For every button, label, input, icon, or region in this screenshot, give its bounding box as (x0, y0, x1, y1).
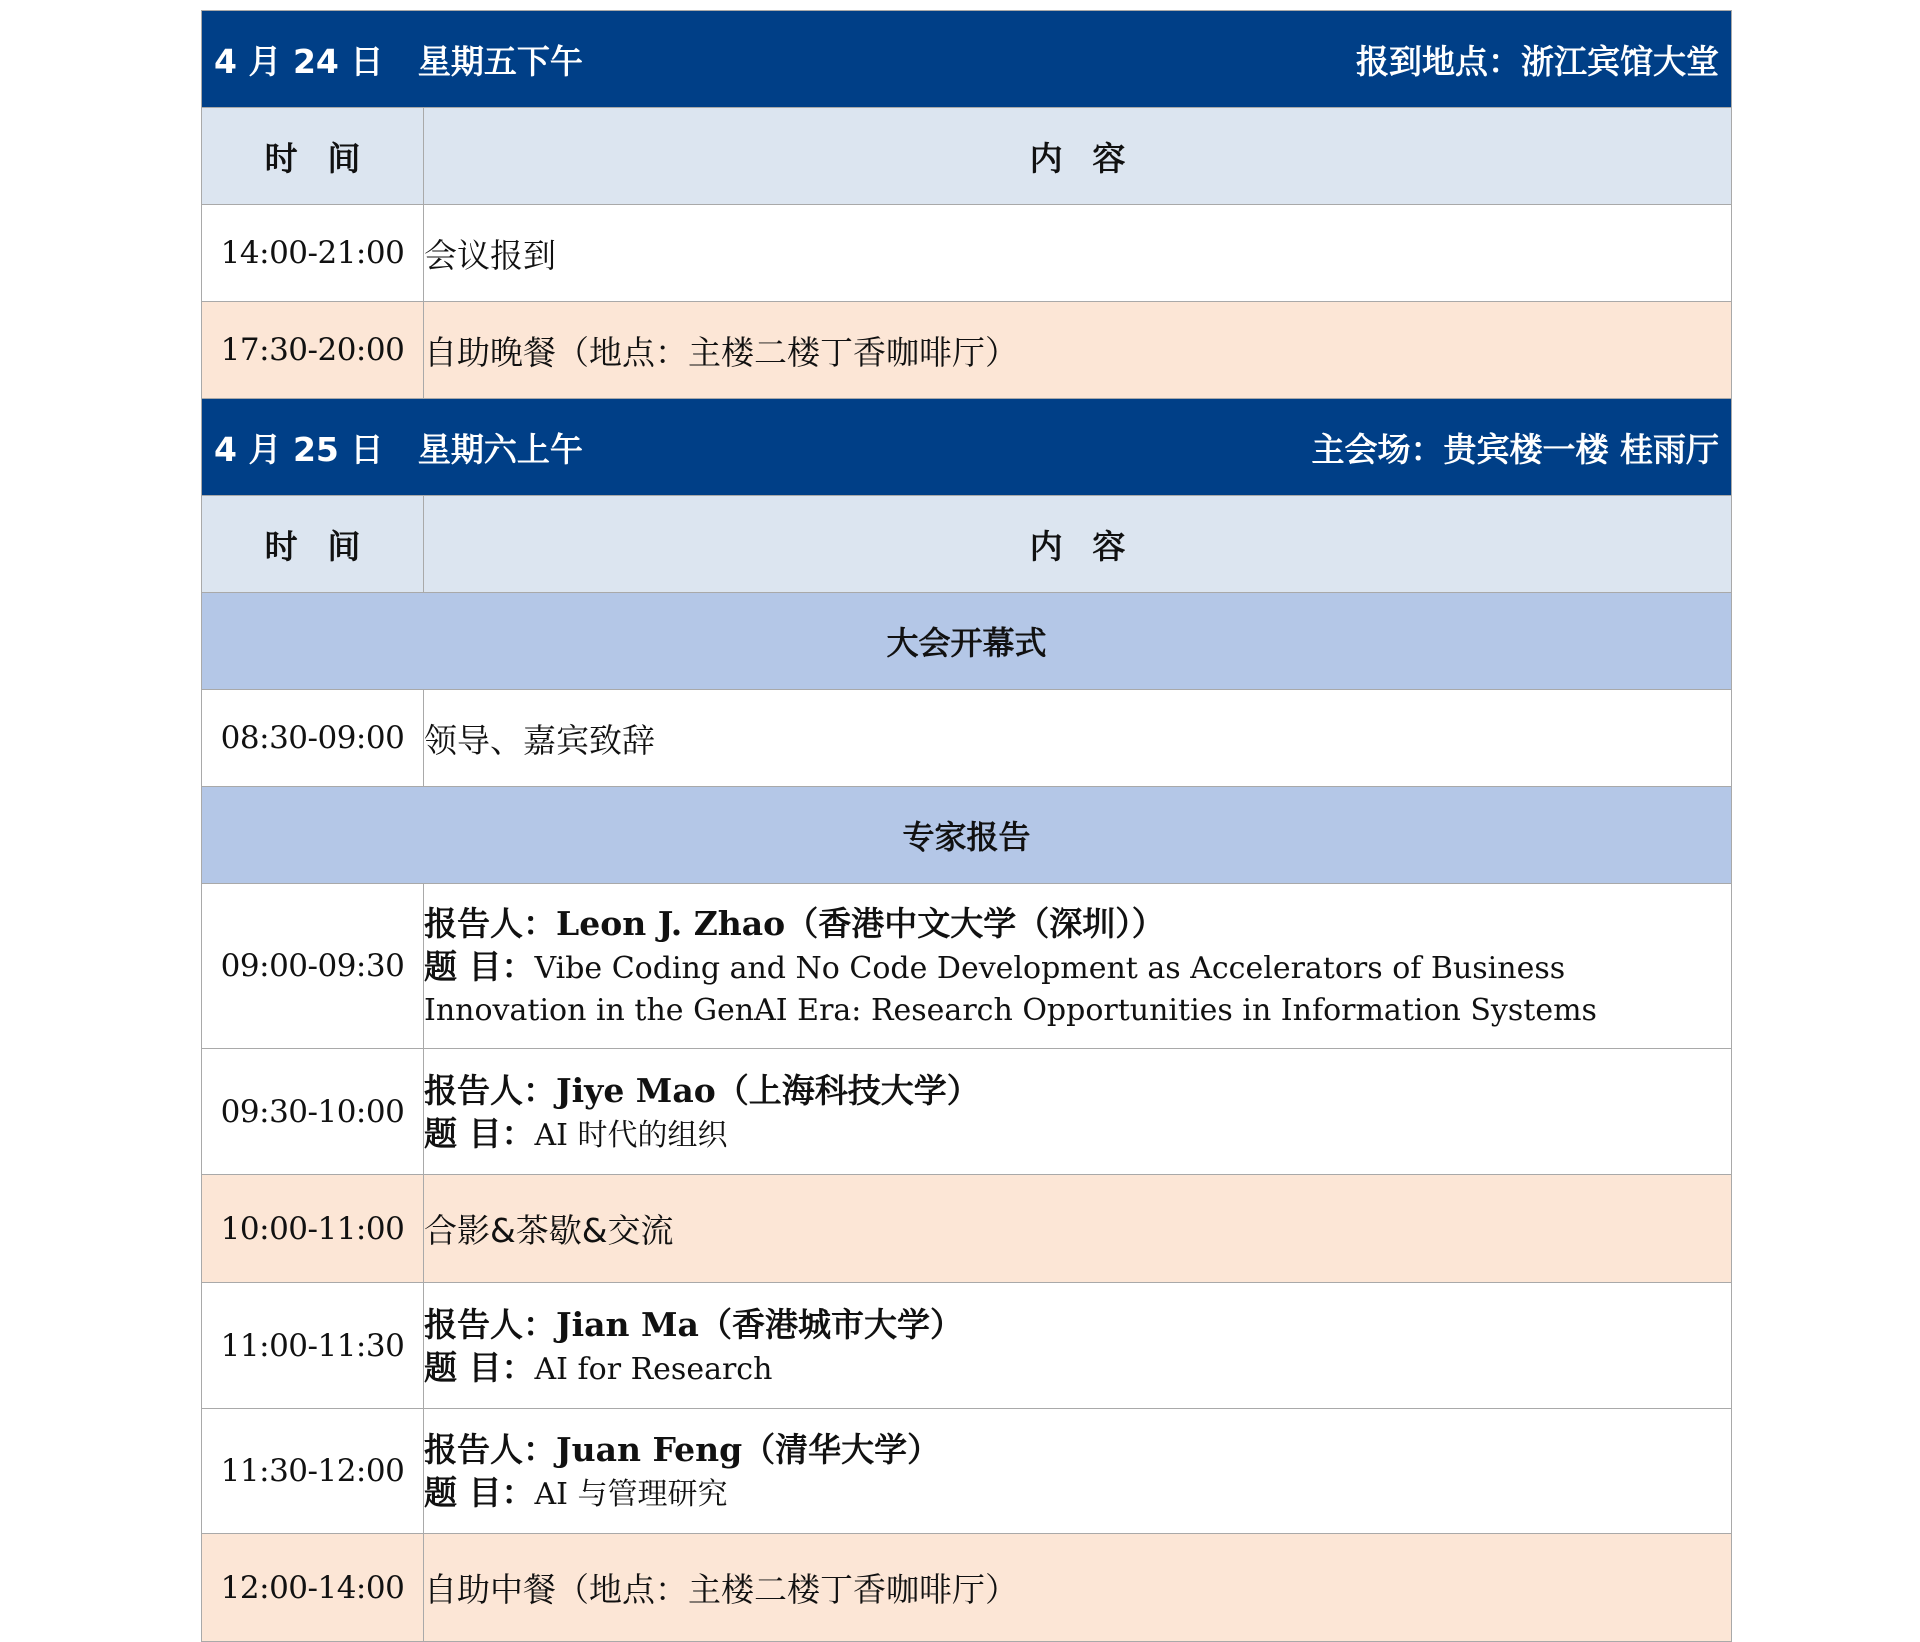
schedule-row (202, 1534, 1732, 1642)
row-time: 08:30-09:00 (202, 690, 424, 787)
row-time: 09:30-10:00 (202, 1049, 424, 1175)
speaker-name: Jiye Mao (556, 1070, 716, 1110)
day-location: 主会场：贵宾楼一楼 桂雨厅 (1311, 429, 1720, 469)
talk-content (424, 1283, 1732, 1409)
row-content: 自助晚餐（地点：主楼二楼丁香咖啡厅） (424, 302, 1732, 399)
schedule-row (202, 302, 1732, 399)
speaker-label: 报告人： (424, 1430, 556, 1470)
speaker-org: （香港城市大学） (698, 1304, 963, 1344)
schedule-row (202, 205, 1732, 302)
talk-content (424, 1409, 1732, 1534)
row-time: 14:00-21:00 (202, 205, 424, 302)
speaker-org: （上海科技大学） (715, 1070, 980, 1110)
section-title: 专家报告 (202, 787, 1732, 884)
talk-row (202, 884, 1732, 1049)
talk-speaker-line (424, 903, 1731, 946)
schedule-table (201, 10, 1732, 1642)
talk-row (202, 1049, 1732, 1175)
title-label: 题 目： (424, 1113, 535, 1153)
section-title: 大会开幕式 (202, 593, 1732, 690)
talk-title-line (424, 1113, 1731, 1156)
column-header-content: 内容 (424, 108, 1732, 205)
row-time: 10:00-11:00 (202, 1175, 424, 1283)
day-weekday: 星期五下午 (417, 41, 583, 81)
schedule-row (202, 690, 1732, 787)
row-time: 17:30-20:00 (202, 302, 424, 399)
talk-title-line (424, 946, 1731, 1032)
talk-title-line (424, 1472, 1731, 1515)
talk-content (424, 1049, 1732, 1175)
speaker-name: Jian Ma (556, 1304, 699, 1344)
column-header-time: 时间 (202, 108, 424, 205)
schedule-row (202, 1175, 1732, 1283)
speaker-org: （清华大学） (742, 1430, 941, 1470)
row-time: 12:00-14:00 (202, 1534, 424, 1642)
day-date: 4 月 24 日 (214, 41, 384, 81)
speaker-org: （香港中文大学（深圳）） (785, 903, 1165, 943)
column-header-row (202, 496, 1732, 593)
title-label: 题 目： (424, 1347, 535, 1387)
talk-row (202, 1409, 1732, 1534)
row-content: 领导、嘉宾致辞 (424, 690, 1732, 787)
row-time: 09:00-09:30 (202, 884, 424, 1049)
row-content: 合影&茶歇&交流 (424, 1175, 1732, 1283)
day-header-apr25 (202, 399, 1732, 496)
speaker-label: 报告人： (424, 1070, 556, 1110)
section-opening (202, 593, 1732, 690)
day-header-apr24 (202, 11, 1732, 108)
section-expert-reports (202, 787, 1732, 884)
talk-title: AI 时代的组织 (534, 1117, 728, 1153)
speaker-label: 报告人： (424, 1304, 556, 1344)
column-header-content: 内容 (424, 496, 1732, 593)
title-label: 题 目： (424, 946, 535, 986)
speaker-name: Leon J. Zhao (556, 903, 786, 943)
day-location: 报到地点：浙江宾馆大堂 (1356, 41, 1720, 81)
talk-speaker-line (424, 1304, 1731, 1347)
column-header-time: 时间 (202, 496, 424, 593)
day-date-weekday (214, 424, 583, 471)
row-time: 11:30-12:00 (202, 1409, 424, 1534)
talk-content (424, 884, 1732, 1049)
talk-title: Vibe Coding and No Code Development as Accelerators of Business Innovation in the GenAI Era: Research Opportunities in Information Systems (424, 950, 1597, 1029)
day-date-weekday (214, 36, 583, 83)
row-content: 会议报到 (424, 205, 1732, 302)
talk-title: AI for Research (534, 1351, 773, 1387)
day-date: 4 月 25 日 (214, 429, 384, 469)
speaker-label: 报告人： (424, 903, 556, 943)
talk-title: AI 与管理研究 (534, 1477, 728, 1512)
speaker-name: Juan Feng (556, 1430, 743, 1470)
row-content: 自助中餐（地点：主楼二楼丁香咖啡厅） (424, 1534, 1732, 1642)
talk-row (202, 1283, 1732, 1409)
column-header-row (202, 108, 1732, 205)
talk-speaker-line (424, 1429, 1731, 1472)
talk-speaker-line (424, 1070, 1731, 1113)
day-weekday: 星期六上午 (417, 429, 583, 469)
row-time: 11:00-11:30 (202, 1283, 424, 1409)
talk-title-line (424, 1347, 1731, 1390)
title-label: 题 目： (424, 1473, 535, 1512)
